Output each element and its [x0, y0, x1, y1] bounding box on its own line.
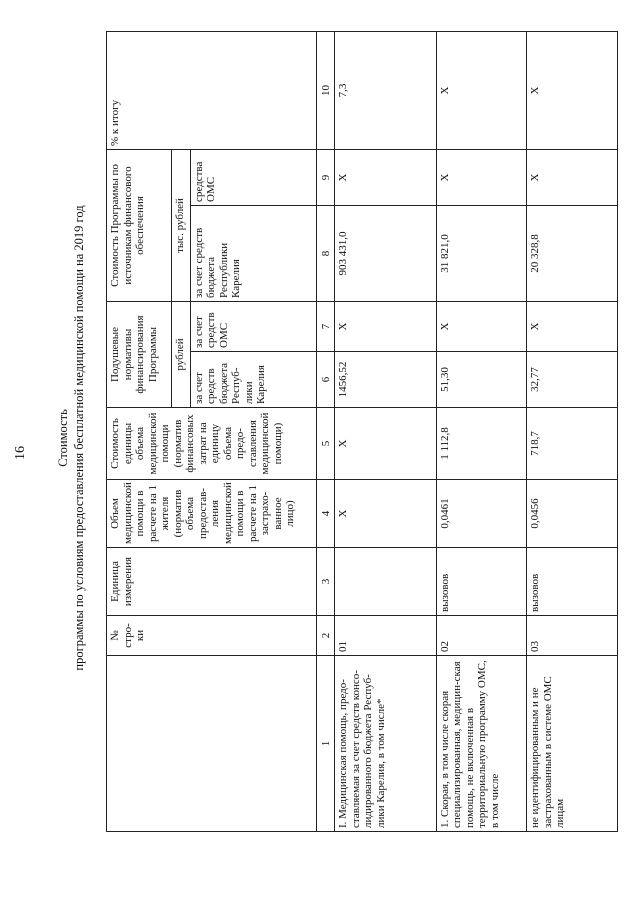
row-line-no: 03: [527, 616, 618, 656]
col-number: 3: [317, 548, 335, 616]
col-number: 5: [317, 408, 335, 480]
col-number: 8: [317, 205, 335, 301]
row-norm-oms: X: [527, 301, 618, 351]
title-line-1: Стоимость: [56, 409, 70, 467]
header-cost-budget: за счет средств бюджета Республики Карелия: [190, 205, 317, 301]
col-number: 6: [317, 352, 335, 408]
table-row: [335, 31, 436, 831]
row-unit-cost: 718,7: [527, 408, 618, 480]
header-normatives: Подушевые нормативы финансирования Программы: [107, 301, 172, 407]
row-unit-cost: X: [335, 408, 436, 480]
row-unit: [335, 548, 436, 616]
cost-table: [106, 31, 618, 832]
row-cost-budget: 903 431,0: [335, 205, 436, 301]
col-number: 4: [317, 480, 335, 548]
col-number: 1: [317, 656, 335, 832]
row-volume: 0,0461: [436, 480, 527, 548]
col-number: 7: [317, 301, 335, 351]
row-line-no: 01: [335, 616, 436, 656]
col-number: 2: [317, 616, 335, 656]
row-percent: X: [527, 31, 618, 149]
row-cost-budget: 20 328,8: [527, 205, 618, 301]
row-name: I. Медицинская помощь, предо-ставляемая за счет средств консо-лидированного бюджета Респуб-лики Карелия, в том числе*: [335, 656, 436, 832]
header-rub: рублей: [172, 301, 190, 407]
row-norm-oms: X: [436, 301, 527, 351]
header-name: [107, 656, 317, 832]
header-volume: Объем медицинской помощи в расчете на 1 жителя (норматив объема предостав-ления медицинской помощи в расчете на 1 застрахо-ванное лицо): [107, 480, 317, 548]
row-line-no: 02: [436, 616, 527, 656]
header-thous-rub: тыс. рублей: [172, 149, 190, 301]
column-numbers-row: [317, 31, 335, 831]
header-norm-budget: за счет средств бюджета Респуб-лики Карелия: [190, 352, 317, 408]
row-unit: вызовов: [527, 548, 618, 616]
document-title: [55, 188, 87, 688]
header-line-no: № стро-ки: [107, 616, 317, 656]
header-unit: Единица измерения: [107, 548, 317, 616]
row-cost-budget: 31 821,0: [436, 205, 527, 301]
header-unit-cost: Стоимость единицы объема медицинской помощи (норматив финансовых затрат на единицу объема предо-ставления медицинской помощи): [107, 408, 317, 480]
header-norm-oms: за счет средств ОМС: [190, 301, 317, 351]
cost-table-wrapper: [106, 32, 618, 832]
col-number: 10: [317, 31, 335, 149]
header-percent: % к итогу: [107, 31, 317, 149]
row-percent: 7,3: [335, 31, 436, 149]
row-name: не идентифицированным и не застрахованным в системе ОМС лицам: [527, 656, 618, 832]
row-cost-oms: X: [335, 149, 436, 205]
row-unit: вызовов: [436, 548, 527, 616]
table-row: [436, 31, 527, 831]
row-percent: X: [436, 31, 527, 149]
row-norm-budget: 51,30: [436, 352, 527, 408]
header-cost-oms: средства ОМС: [190, 149, 317, 205]
header-program-cost: Стоимость Программы по источникам финансового обеспечения: [107, 149, 172, 301]
table-row: [527, 31, 618, 831]
row-name: 1. Скорая, в том числе скорая специализированная, медицин-ская помощь, не включенная в территориальную программу ОМС, в том числе: [436, 656, 527, 832]
row-cost-oms: X: [436, 149, 527, 205]
row-norm-budget: 32,77: [527, 352, 618, 408]
row-norm-oms: X: [335, 301, 436, 351]
page-number: 16: [13, 446, 28, 460]
title-line-2: программы по условиям предоставления бесплатной медицинской помощи на 2019 год: [72, 205, 86, 671]
row-volume: 0,0456: [527, 480, 618, 548]
row-unit-cost: 1 112,8: [436, 408, 527, 480]
row-volume: X: [335, 480, 436, 548]
row-norm-budget: 1456,52: [335, 352, 436, 408]
row-cost-oms: X: [527, 149, 618, 205]
col-number: 9: [317, 149, 335, 205]
